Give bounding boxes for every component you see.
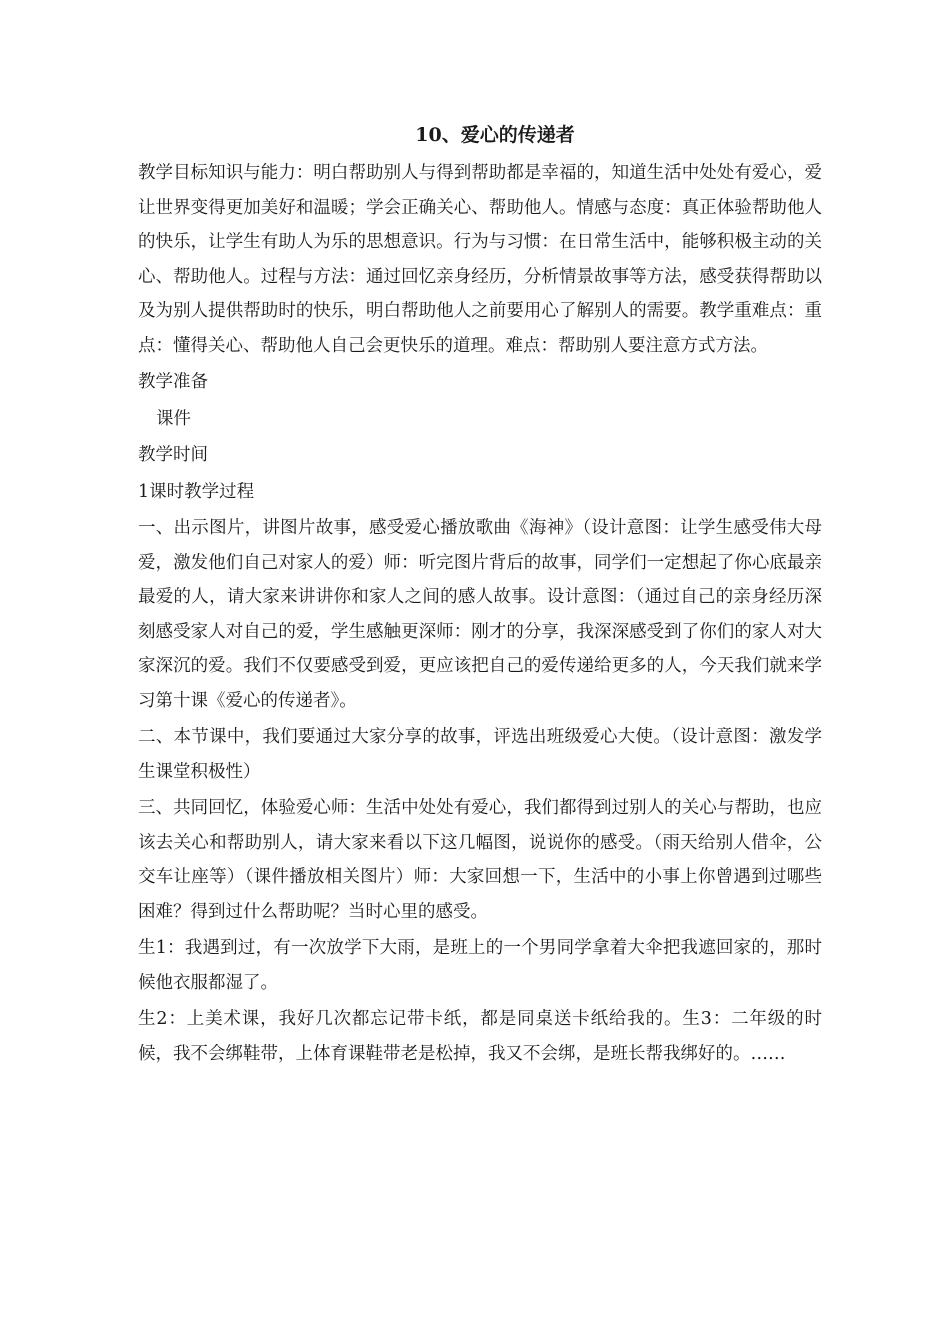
paragraph-preparation-item: 课件 [156, 408, 191, 429]
document-page [138, 118, 822, 1073]
paragraph-student-one: 生1：我遇到过，有一次放学下大雨，是班上的一个男同学拿着大伞把我遮回家的，那时候他衣服都湿了。 [138, 938, 822, 993]
paragraph-step-one: 一、出示图片，讲图片故事，感受爱心播放歌曲《海神》（设计意图：让学生感受伟大母爱，激发他们自己对家人的爱）师：听完图片背后的故事，同学们一定想起了你心底最亲最爱的人，请大家来讲讲你和家人之间的感人故事。设计意图：（通过自己的亲身经历深刻感受家人对自己的爱，学生感触更深师：刚才的分享，我深深感受到了你们的家人对大家深沉的爱。我们不仅要感受到爱，更应该把自己的爱传递给更多的人，今天我们就来学习第十课《爱心的传递者》。 [138, 518, 822, 711]
paragraph-objectives: 教学目标知识与能力：明白帮助别人与得到帮助都是幸福的，知道生活中处处有爱心，爱让世界变得更加美好和温暖；学会正确关心、帮助他人。情感与态度：真正体验帮助他人的快乐，让学生有助人为乐的思想意识。行为与习惯：在日常生活中，能够积极主动的关心、帮助他人。过程与方法：通过回忆亲身经历，分析情景故事等方法，感受获得帮助以及为别人提供帮助时的快乐，明白帮助他人之前要用心了解别人的需要。教学重难点：重点：懂得关心、帮助他人自己会更快乐的道理。难点：帮助别人要注意方式方法。 [138, 163, 822, 356]
paragraph-step-two: 二、本节课中，我们要通过大家分享的故事，评选出班级爱心大使。（设计意图：激发学生课堂积极性） [138, 727, 822, 782]
document-title: 10、爱心的传递者 [415, 124, 575, 146]
paragraph-step-three: 三、共同回忆，体验爱心师：生活中处处有爱心，我们都得到过别人的关心与帮助，也应该去关心和帮助别人，请大家来看以下这几幅图，说说你的感受。（雨天给别人借伞，公交车让座等）（课件播放相关图片）师：大家回想一下，生活中的小事上你曾遇到过哪些困难？得到过什么帮助呢？当时心里的感受。 [138, 798, 822, 922]
paragraph-time-heading: 教学时间 [138, 445, 208, 465]
paragraph-student-two-three: 生2：上美术课，我好几次都忘记带卡纸，都是同桌送卡纸给我的。生3：二年级的时候，我不会绑鞋带，上体育课鞋带老是松掉，我又不会绑，是班长帮我绑好的。…… [138, 1009, 822, 1064]
paragraph-preparation-heading: 教学准备 [138, 372, 208, 392]
paragraph-process-heading: 1课时教学过程 [138, 481, 255, 502]
